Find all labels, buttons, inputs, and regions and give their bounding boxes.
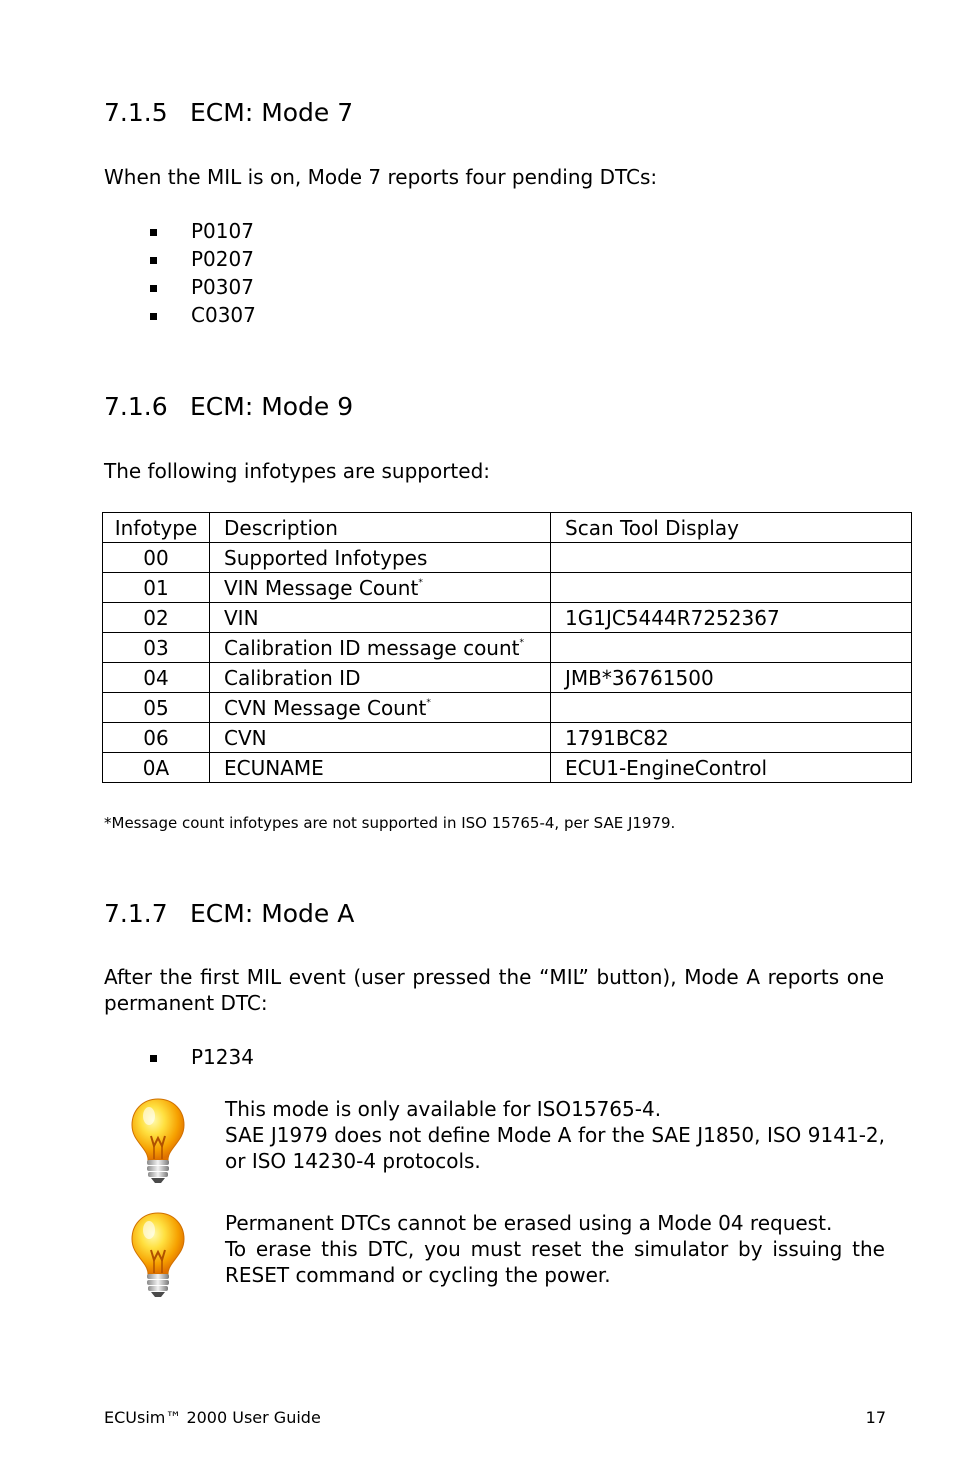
table-row <box>103 723 912 753</box>
dtc-code: P0207 <box>191 247 254 271</box>
display-cell: ECU1-EngineControl <box>551 753 912 783</box>
list-item <box>150 245 256 273</box>
tip-text <box>225 1210 885 1288</box>
infotype-cell: 04 <box>103 663 210 693</box>
table-row <box>103 693 912 723</box>
display-cell: JMB*36761500 <box>551 663 912 693</box>
pending-dtc-list <box>150 217 256 329</box>
tip-line: Permanent DTCs cannot be erased using a Mode 04 request. <box>225 1211 833 1235</box>
footnote-mark: * <box>519 637 524 648</box>
footnote-mark: * <box>426 697 431 708</box>
description-cell: VIN Message Count* <box>210 573 551 603</box>
dtc-code: P0107 <box>191 219 254 243</box>
lightbulb-icon <box>128 1096 188 1186</box>
description-cell: Calibration ID message count* <box>210 633 551 663</box>
footnote-mark: * <box>418 577 423 588</box>
section-heading-7-1-5 <box>104 98 353 127</box>
section-number: 7.1.5 <box>104 98 168 127</box>
table-row <box>103 543 912 573</box>
column-header-infotype: Infotype <box>103 513 210 543</box>
section-heading-7-1-6 <box>104 392 353 421</box>
section-title: ECM: Mode A <box>190 899 355 928</box>
column-header-scan-tool-display: Scan Tool Display <box>551 513 912 543</box>
section-title: ECM: Mode 7 <box>190 98 354 127</box>
tip-text <box>225 1096 885 1174</box>
bullet-square-icon <box>150 257 157 264</box>
tip-line: To erase this DTC, you must reset the simulator by issuing the RESET command or cycling the power. <box>225 1237 885 1287</box>
dtc-code: C0307 <box>191 303 256 327</box>
infotype-table <box>102 512 912 783</box>
dtc-code: P0307 <box>191 275 254 299</box>
display-cell <box>551 633 912 663</box>
page-number: 17 <box>865 1408 886 1427</box>
infotype-cell: 02 <box>103 603 210 633</box>
list-item <box>150 273 256 301</box>
display-cell <box>551 573 912 603</box>
permanent-dtc-list <box>150 1043 254 1071</box>
table-footnote: *Message count infotypes are not supported in ISO 15765-4, per SAE J1979. <box>104 814 676 832</box>
table-row <box>103 753 912 783</box>
table-header-row <box>103 513 912 543</box>
infotype-cell: 06 <box>103 723 210 753</box>
table-row <box>103 573 912 603</box>
table-row <box>103 663 912 693</box>
section-number: 7.1.6 <box>104 392 168 421</box>
bullet-square-icon <box>150 1055 157 1062</box>
infotype-cell: 00 <box>103 543 210 573</box>
description-cell: Supported Infotypes <box>210 543 551 573</box>
description-cell: VIN <box>210 603 551 633</box>
infotype-cell: 01 <box>103 573 210 603</box>
table-row <box>103 603 912 633</box>
lightbulb-icon <box>128 1210 188 1300</box>
bullet-square-icon <box>150 229 157 236</box>
section-title: ECM: Mode 9 <box>190 392 354 421</box>
display-cell <box>551 543 912 573</box>
footer-title: ECUsim™ 2000 User Guide <box>104 1408 321 1427</box>
bullet-square-icon <box>150 313 157 320</box>
section-heading-7-1-7 <box>104 899 354 928</box>
section-number: 7.1.7 <box>104 899 168 928</box>
dtc-code: P1234 <box>191 1045 254 1069</box>
description-cell: CVN Message Count* <box>210 693 551 723</box>
list-item <box>150 301 256 329</box>
infotype-cell: 03 <box>103 633 210 663</box>
infotype-cell: 0A <box>103 753 210 783</box>
section-intro: The following infotypes are supported: <box>104 459 491 483</box>
infotype-cell: 05 <box>103 693 210 723</box>
display-cell <box>551 693 912 723</box>
section-intro: After the first MIL event (user pressed the “MIL” button), Mode A reports one permanent DTC: <box>104 965 884 1015</box>
section-intro: When the MIL is on, Mode 7 reports four pending DTCs: <box>104 165 658 189</box>
column-header-description: Description <box>210 513 551 543</box>
list-item <box>150 1043 254 1071</box>
description-cell: Calibration ID <box>210 663 551 693</box>
description-cell: CVN <box>210 723 551 753</box>
bullet-square-icon <box>150 285 157 292</box>
list-item <box>150 217 256 245</box>
table-row <box>103 633 912 663</box>
description-cell: ECUNAME <box>210 753 551 783</box>
tip-line: This mode is only available for ISO15765-4. <box>225 1097 662 1121</box>
tip-line: SAE J1979 does not define Mode A for the SAE J1850, ISO 9141-2, or ISO 14230-4 protocols. <box>225 1123 885 1173</box>
display-cell: 1G1JC5444R7252367 <box>551 603 912 633</box>
display-cell: 1791BC82 <box>551 723 912 753</box>
